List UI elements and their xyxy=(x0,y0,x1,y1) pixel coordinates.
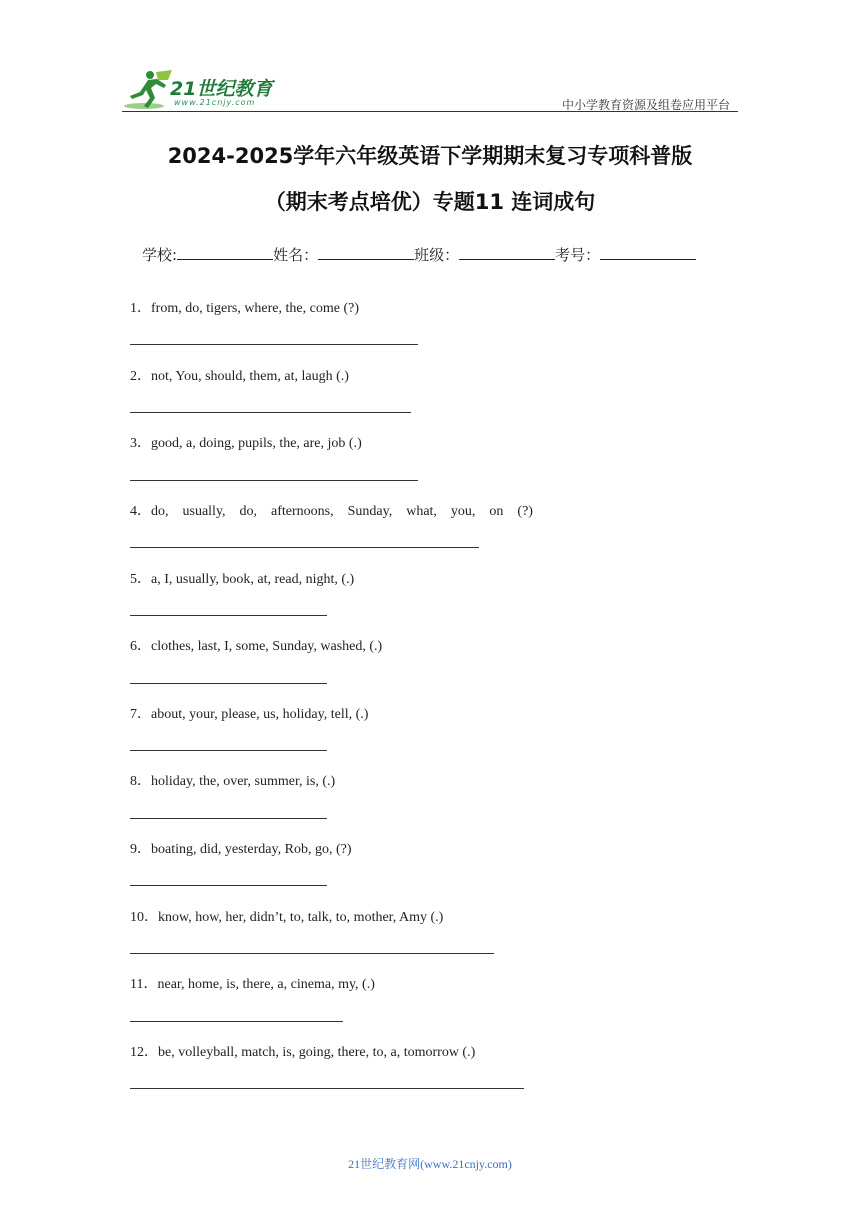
question-text: clothes, last, I, some, Sunday, washed, (.) xyxy=(151,639,383,654)
header-divider xyxy=(122,111,738,112)
question-number: 10． xyxy=(130,910,158,925)
question-text: near, home, is, there, a, cinema, my, (.) xyxy=(157,977,375,992)
number-blank[interactable] xyxy=(600,245,696,260)
title-line-2: （期末考点培优）专题11 连词成句 xyxy=(264,190,596,214)
question-number: 6． xyxy=(130,639,151,654)
answer-line-5[interactable] xyxy=(130,615,327,616)
question-text: about, your, please, us, holiday, tell, (.) xyxy=(151,707,369,722)
answer-line-10[interactable] xyxy=(130,953,494,954)
class-label: 班级： xyxy=(414,246,460,264)
question-number: 9． xyxy=(130,842,151,857)
question-8 xyxy=(130,770,335,790)
question-text: holiday, the, over, summer, is, (.) xyxy=(151,774,336,789)
question-1 xyxy=(130,297,359,317)
question-6 xyxy=(130,635,382,655)
answer-line-8[interactable] xyxy=(130,818,327,819)
question-text: good, a, doing, pupils, the, are, job (.) xyxy=(151,436,362,451)
name-label: 姓名： xyxy=(273,246,319,264)
platform-label: 中小学教育资源及组卷应用平台 xyxy=(561,98,730,112)
question-9 xyxy=(130,838,352,858)
question-text: know, how, her, didn’t, to, talk, to, mother, Amy (.) xyxy=(158,910,444,925)
logo xyxy=(122,68,292,112)
question-number: 12． xyxy=(130,1045,158,1060)
number-label: 考号： xyxy=(555,246,601,264)
page-footer: 21世纪教育网(www.21cnjy.com) xyxy=(348,1157,512,1171)
answer-line-3[interactable] xyxy=(130,480,418,481)
question-number: 3． xyxy=(130,436,151,451)
question-12 xyxy=(130,1041,475,1061)
logo-url: www.21cnjy.com xyxy=(174,98,256,107)
question-2 xyxy=(130,365,349,385)
page-header xyxy=(122,66,738,112)
question-4 xyxy=(130,500,533,520)
answer-line-12[interactable] xyxy=(130,1088,524,1089)
answer-line-2[interactable] xyxy=(130,412,411,413)
question-10 xyxy=(130,906,443,926)
question-number: 2． xyxy=(130,369,151,384)
question-text: not, You, should, them, at, laugh (.) xyxy=(151,369,349,384)
question-number: 5． xyxy=(130,572,151,587)
question-number: 1． xyxy=(130,301,151,316)
school-label: 学校: xyxy=(142,246,178,264)
answer-line-9[interactable] xyxy=(130,885,327,886)
question-7 xyxy=(130,703,368,723)
question-text: do, usually, do, afternoons, Sunday, what, you, on (?) xyxy=(151,504,533,519)
question-text: from, do, tigers, where, the, come (?) xyxy=(151,301,359,316)
student-info xyxy=(142,244,696,265)
question-number: 4． xyxy=(130,504,151,519)
answer-line-7[interactable] xyxy=(130,750,327,751)
question-number: 8． xyxy=(130,774,151,789)
answer-line-1[interactable] xyxy=(130,344,418,345)
runner-logo-icon xyxy=(122,68,174,112)
school-blank[interactable] xyxy=(177,245,273,260)
question-text: be, volleyball, match, is, going, there, to, a, tomorrow (.) xyxy=(158,1045,476,1060)
logo-text: 21世纪教育 xyxy=(170,78,273,100)
question-5 xyxy=(130,568,354,588)
question-number: 7． xyxy=(130,707,151,722)
question-text: a, I, usually, book, at, read, night, (.) xyxy=(151,572,355,587)
answer-line-6[interactable] xyxy=(130,683,327,684)
name-blank[interactable] xyxy=(318,245,414,260)
answer-line-11[interactable] xyxy=(130,1021,343,1022)
question-text: boating, did, yesterday, Rob, go, (?) xyxy=(151,842,352,857)
question-3 xyxy=(130,432,362,452)
question-11 xyxy=(130,973,375,993)
title-line-1: 2024-2025学年六年级英语下学期期末复习专项科普版 xyxy=(167,144,693,168)
answer-line-4[interactable] xyxy=(130,547,479,548)
class-blank[interactable] xyxy=(459,245,555,260)
question-number: 11． xyxy=(130,977,158,992)
